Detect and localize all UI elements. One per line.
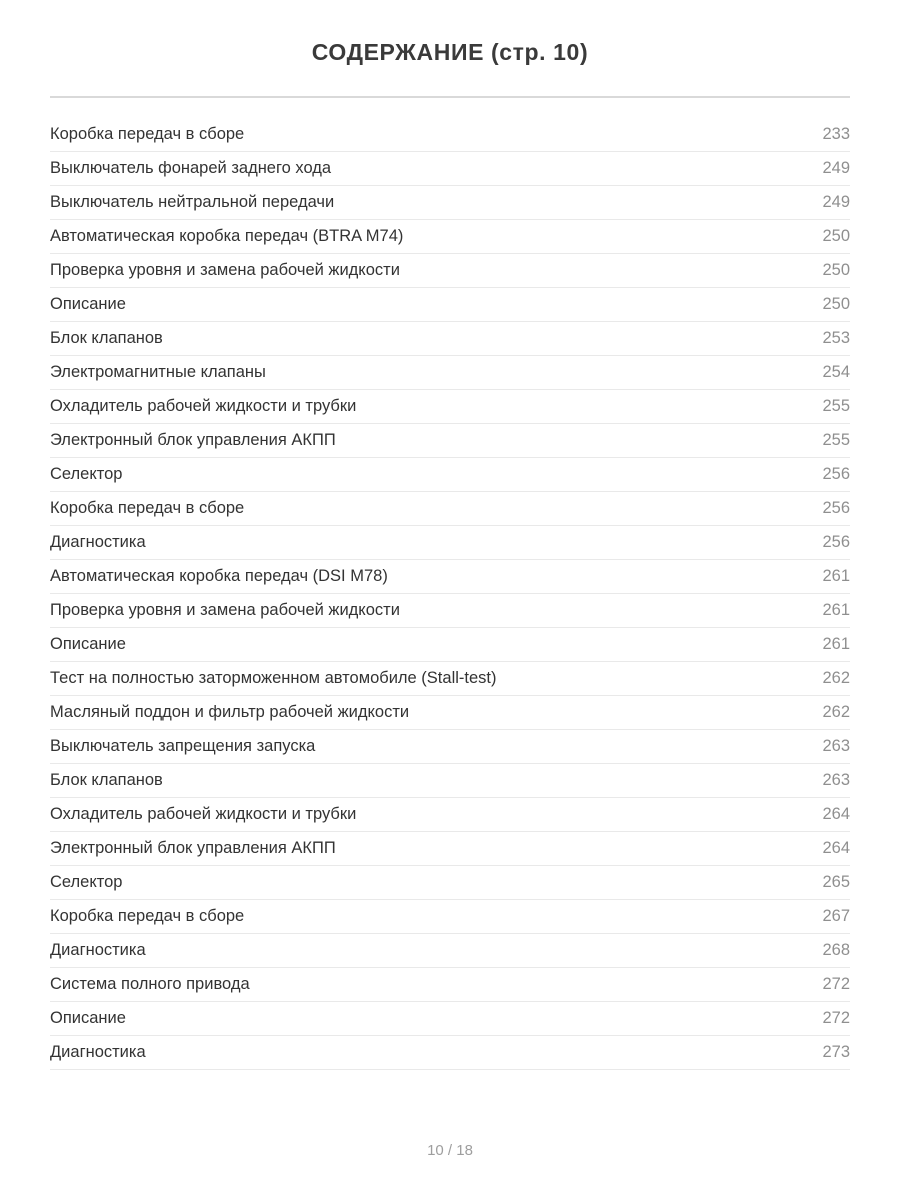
- toc-item-page: 255: [822, 397, 850, 415]
- toc-row[interactable]: [50, 186, 850, 220]
- toc-row[interactable]: [50, 866, 850, 900]
- toc-item-page: 262: [822, 703, 850, 721]
- toc-item-page: 267: [822, 907, 850, 925]
- toc-item-title: Коробка передач в сборе: [50, 499, 245, 517]
- toc-row[interactable]: [50, 288, 850, 322]
- toc-row[interactable]: [50, 220, 850, 254]
- toc-item-page: 256: [822, 499, 850, 517]
- toc-item-page: 268: [822, 941, 850, 959]
- toc-item-title: Система полного привода: [50, 975, 250, 993]
- toc-item-title: Коробка передач в сборе: [50, 907, 245, 925]
- toc-item-page: 249: [822, 159, 850, 177]
- toc-item-title: Диагностика: [50, 533, 146, 551]
- toc-item-title: Коробка передач в сборе: [50, 125, 245, 143]
- toc-item-page: 264: [822, 805, 850, 823]
- toc-item-page: 272: [822, 975, 850, 993]
- toc-item-page: 261: [822, 635, 850, 653]
- toc-item-page: 249: [822, 193, 850, 211]
- toc-row[interactable]: [50, 492, 850, 526]
- toc-item-title: Селектор: [50, 873, 123, 891]
- toc-item-title: Выключатель фонарей заднего хода: [50, 159, 332, 177]
- toc-item-page: 263: [822, 771, 850, 789]
- toc-row[interactable]: [50, 118, 850, 152]
- toc-item-page: 262: [822, 669, 850, 687]
- toc-row[interactable]: [50, 934, 850, 968]
- toc-item-title: Электронный блок управления АКПП: [50, 431, 336, 449]
- toc-row[interactable]: [50, 526, 850, 560]
- toc-row[interactable]: [50, 730, 850, 764]
- toc-item-title: Автоматическая коробка передач (BTRA M74): [50, 227, 404, 245]
- toc-row[interactable]: [50, 424, 850, 458]
- page-footer: [0, 1142, 900, 1160]
- toc-item-title: Проверка уровня и замена рабочей жидкости: [50, 601, 400, 619]
- toc-row[interactable]: [50, 458, 850, 492]
- toc-item-title: Описание: [50, 1009, 126, 1027]
- toc-item-page: 263: [822, 737, 850, 755]
- toc-item-page: 265: [822, 873, 850, 891]
- toc-item-page: 253: [822, 329, 850, 347]
- toc-item-title: Проверка уровня и замена рабочей жидкости: [50, 261, 400, 279]
- toc-item-title: Выключатель нейтральной передачи: [50, 193, 335, 211]
- toc-item-page: 264: [822, 839, 850, 857]
- toc-row[interactable]: [50, 1002, 850, 1036]
- toc-item-page: 255: [822, 431, 850, 449]
- page-indicator: 10 / 18: [427, 1142, 473, 1159]
- toc-row[interactable]: [50, 560, 850, 594]
- page-title: СОДЕРЖАНИЕ (стр. 10): [311, 39, 589, 65]
- toc-item-title: Автоматическая коробка передач (DSI M78): [50, 567, 388, 585]
- toc-row[interactable]: [50, 798, 850, 832]
- toc-row[interactable]: [50, 968, 850, 1002]
- toc-list: [50, 118, 850, 1070]
- toc-item-title: Блок клапанов: [50, 329, 163, 347]
- toc-item-title: Селектор: [50, 465, 123, 483]
- toc-row[interactable]: [50, 152, 850, 186]
- toc-row[interactable]: [50, 832, 850, 866]
- toc-row[interactable]: [50, 696, 850, 730]
- toc-item-page: 261: [822, 601, 850, 619]
- toc-item-title: Электромагнитные клапаны: [50, 363, 266, 381]
- toc-row[interactable]: [50, 356, 850, 390]
- toc-item-title: Диагностика: [50, 1043, 146, 1061]
- toc-item-title: Масляный поддон и фильтр рабочей жидкости: [50, 703, 410, 721]
- toc-item-title: Тест на полностью заторможенном автомобиле (Stall-test): [50, 669, 497, 687]
- toc-item-title: Выключатель запрещения запуска: [50, 737, 316, 755]
- toc-item-title: Электронный блок управления АКПП: [50, 839, 336, 857]
- toc-item-title: Диагностика: [50, 941, 146, 959]
- header-rule: [50, 96, 850, 98]
- toc-item-title: Охладитель рабочей жидкости и трубки: [50, 397, 357, 415]
- toc-row[interactable]: [50, 390, 850, 424]
- toc-item-title: Охладитель рабочей жидкости и трубки: [50, 805, 357, 823]
- toc-row[interactable]: [50, 322, 850, 356]
- toc-item-page: 250: [822, 295, 850, 313]
- toc-item-page: 254: [822, 363, 850, 381]
- toc-row[interactable]: [50, 254, 850, 288]
- toc-item-page: 233: [822, 125, 850, 143]
- toc-item-title: Блок клапанов: [50, 771, 163, 789]
- toc-row[interactable]: [50, 1036, 850, 1070]
- toc-item-page: 261: [822, 567, 850, 585]
- toc-item-page: 273: [822, 1043, 850, 1061]
- toc-row[interactable]: [50, 764, 850, 798]
- toc-item-page: 256: [822, 533, 850, 551]
- toc-row[interactable]: [50, 662, 850, 696]
- toc-row[interactable]: [50, 900, 850, 934]
- toc-item-page: 256: [822, 465, 850, 483]
- toc-row[interactable]: [50, 594, 850, 628]
- toc-item-page: 250: [822, 261, 850, 279]
- toc-item-title: Описание: [50, 295, 126, 313]
- toc-item-page: 250: [822, 227, 850, 245]
- toc-row[interactable]: [50, 628, 850, 662]
- toc-item-title: Описание: [50, 635, 126, 653]
- toc-item-page: 272: [822, 1009, 850, 1027]
